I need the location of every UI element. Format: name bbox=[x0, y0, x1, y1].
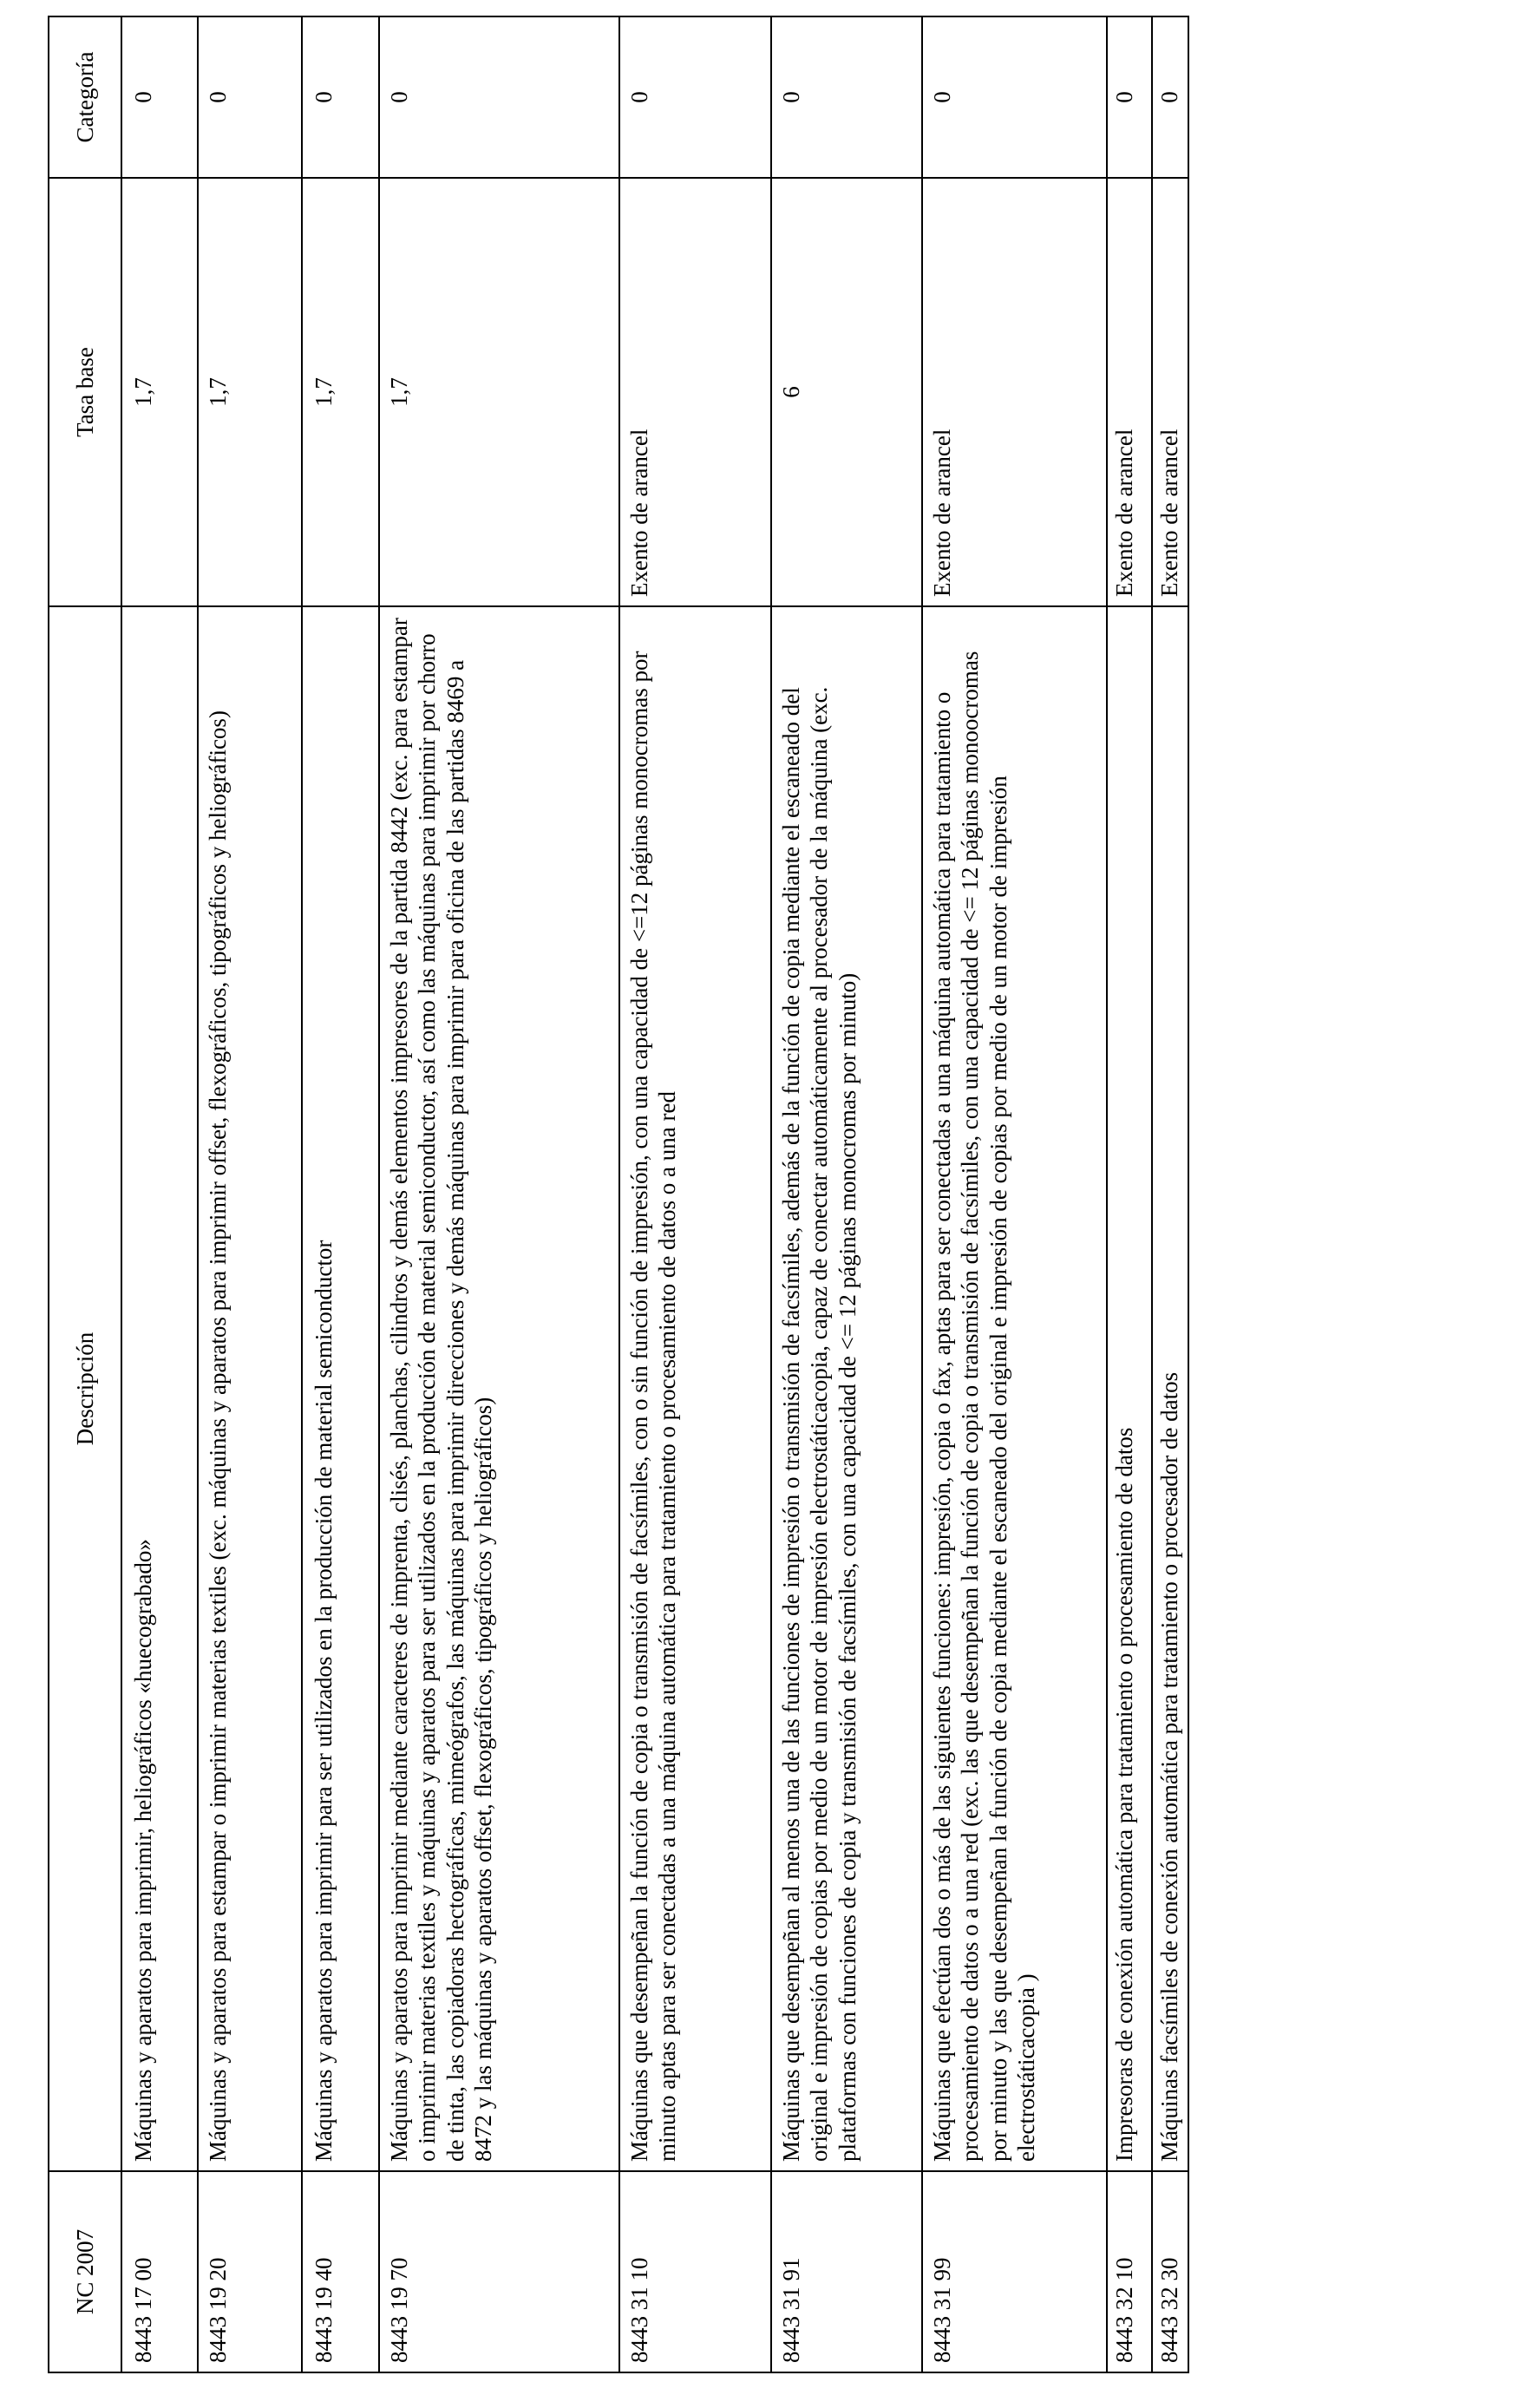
tariff-table bbox=[48, 16, 1189, 2373]
cell-category: 0 bbox=[1107, 16, 1152, 178]
cell-nc: 8443 19 40 bbox=[302, 2171, 379, 2372]
cell-category: 0 bbox=[619, 16, 771, 178]
cell-nc: 8443 19 20 bbox=[198, 2171, 302, 2372]
rotated-page bbox=[48, 17, 1188, 2373]
table-row bbox=[619, 16, 771, 2372]
cell-category: 0 bbox=[771, 16, 922, 178]
cell-base-rate: Exento de arancel bbox=[1152, 178, 1188, 606]
cell-category: 0 bbox=[922, 16, 1107, 178]
cell-description: Máquinas que desempeñan la función de copia o transmisión de facsímiles, con o sin función de impresión, con una capacidad de <=12 páginas monocromas por minuto aptas para ser conectadas a una máquina automática para tratamiento o procesamiento de datos o a una red bbox=[619, 606, 771, 2171]
cell-nc: 8443 31 99 bbox=[922, 2171, 1107, 2372]
cell-category: 0 bbox=[121, 16, 198, 178]
header-category: Categoría bbox=[49, 16, 121, 178]
cell-nc: 8443 31 10 bbox=[619, 2171, 771, 2372]
cell-category: 0 bbox=[198, 16, 302, 178]
cell-category: 0 bbox=[302, 16, 379, 178]
cell-description: Máquinas que desempeñan al menos una de las funciones de impresión o transmisión de facsímiles, además de la función de copia mediante el escaneado del original e impresión de copias por medio de un motor de impresión electrostáticacopia, capaz de conectar automáticamente al procesador de la máquina (exc. plataformas con funciones de copia y transmisión de facsímiles, con una capacidad de <= 12 páginas monocromas por minuto) bbox=[771, 606, 922, 2171]
cell-base-rate: Exento de arancel bbox=[1107, 178, 1152, 606]
cell-category: 0 bbox=[1152, 16, 1188, 178]
table-row bbox=[121, 16, 198, 2372]
cell-base-rate: 1,7 bbox=[121, 178, 198, 606]
table-header-row bbox=[49, 16, 121, 2372]
header-description: Descripción bbox=[49, 606, 121, 2171]
rotated-content bbox=[48, 17, 1188, 2373]
cell-base-rate: 1,7 bbox=[198, 178, 302, 606]
header-base-rate: Tasa base bbox=[49, 178, 121, 606]
header-nc: NC 2007 bbox=[49, 2171, 121, 2372]
cell-description: Máquinas y aparatos para imprimir, heliográficos «huecograbado» bbox=[121, 606, 198, 2171]
cell-base-rate: 1,7 bbox=[302, 178, 379, 606]
cell-base-rate: Exento de arancel bbox=[619, 178, 771, 606]
cell-description: Máquinas y aparatos para estampar o imprimir materias textiles (exc. máquinas y aparatos para imprimir offset, flexográficos, tipográficos y heliográficos) bbox=[198, 606, 302, 2171]
cell-nc: 8443 31 91 bbox=[771, 2171, 922, 2372]
cell-description: Máquinas y aparatos para imprimir mediante caracteres de imprenta, clisés, planchas, cilindros y demás elementos impresores de la partida 8442 (exc. para estampar o imprimir materias textiles y máquinas y aparatos para ser utilizados en la producción de material semiconductor, así como las máquinas para imprimir por chorro de tinta, las copiadoras hectográficas, mimeógrafos, las máquinas para imprimir direcciones y demás máquinas para imprimir para oficina de las partidas 8469 a 8472 y las máquinas y aparatos offset, flexográficos, tipográficos y heliográficos) bbox=[379, 606, 619, 2171]
cell-description: Máquinas y aparatos para imprimir para ser utilizados en la producción de material semiconductor bbox=[302, 606, 379, 2171]
cell-description: Impresoras de conexión automática para tratamiento o procesamiento de datos bbox=[1107, 606, 1152, 2171]
cell-nc: 8443 32 30 bbox=[1152, 2171, 1188, 2372]
cell-description: Máquinas que efectúan dos o más de las siguientes funciones: impresión, copia o fax, aptas para ser conectadas a una máquina automática para tratamiento o procesamiento de datos o a una red (exc. las que desempeñan la función de copia o transmisión de facsímiles, con una capacidad de <= 12 páginas monoocromas por minuto y las que desempeñan la función de copia mediante el escaneado del original e impresión de copias por medio de un motor de impresión electrostáticacopia ) bbox=[922, 606, 1107, 2171]
table-row bbox=[1107, 16, 1152, 2372]
cell-base-rate: Exento de arancel bbox=[922, 178, 1107, 606]
table-row bbox=[922, 16, 1107, 2372]
cell-base-rate: 1,7 bbox=[379, 178, 619, 606]
cell-description: Máquinas facsímiles de conexión automática para tratamiento o procesador de datos bbox=[1152, 606, 1188, 2171]
table-row bbox=[1152, 16, 1188, 2372]
table-row bbox=[198, 16, 302, 2372]
cell-category: 0 bbox=[379, 16, 619, 178]
cell-nc: 8443 19 70 bbox=[379, 2171, 619, 2372]
cell-nc: 8443 17 00 bbox=[121, 2171, 198, 2372]
table-row bbox=[379, 16, 619, 2372]
table-row bbox=[302, 16, 379, 2372]
cell-base-rate: 6 bbox=[771, 178, 922, 606]
table-row bbox=[771, 16, 922, 2372]
cell-nc: 8443 32 10 bbox=[1107, 2171, 1152, 2372]
